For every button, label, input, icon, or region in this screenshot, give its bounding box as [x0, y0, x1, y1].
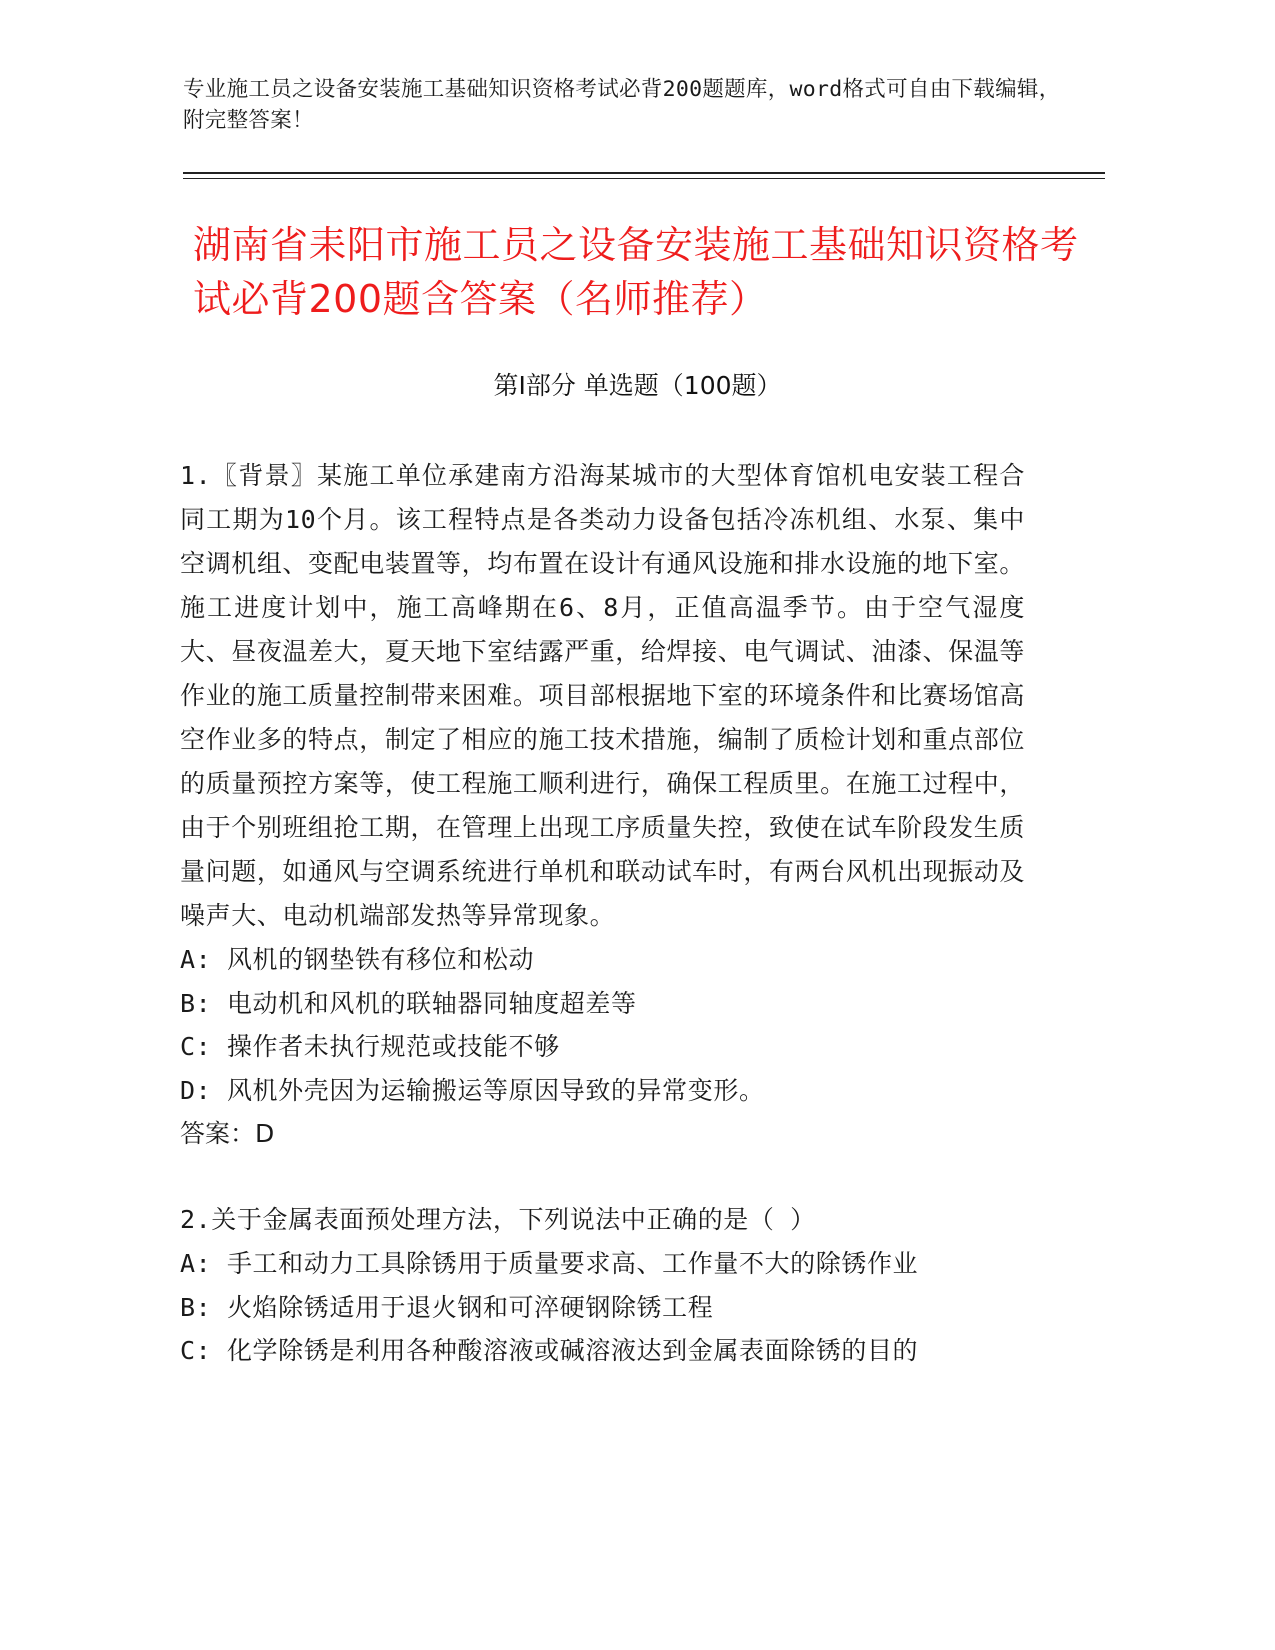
question-stem: 1.〖背景〗某施工单位承建南方沿海某城市的大型体育馆机电安装工程合同工期为10个月。该工程特点是各类动力设备包括冷冻机组、水泵、集中空调机组、变配电装置等，均布置在设计有通风设施和排水设施的地下室。施工进度计划中，施工高峰期在6、8月，正值高温季节。由于空气湿度大、昼夜温差大，夏天地下室结露严重，给焊接、电气调试、油漆、保温等作业的施工质量控制带来困难。项目部根据地下室的环境条件和比赛场馆高空作业多的特点，制定了相应的施工技术措施，编制了质检计划和重点部位的质量预控方案等，使工程施工顺利进行，确保工程质里。在施工过程中，由于个别班组抢工期，在管理上出现工序质量失控，致使在试车阶段发生质量问题，如通风与空调系统进行单机和联动试车时，有两台风机出现振动及噪声大、电动机端部发热等异常现象。: [180, 461, 1025, 930]
option-a: A: 风机的钢垫铁有移位和松动: [180, 945, 535, 974]
section-title: 第Ⅰ部分 单选题（100题）: [493, 371, 782, 400]
header-divider-thin: [183, 178, 1105, 179]
header-note: 专业施工员之设备安装施工基础知识资格考试必背200题题库，word格式可自由下载编辑，附完整答案！: [183, 77, 1061, 133]
question-list: [180, 454, 1025, 1373]
option-c: C: 操作者未执行规范或技能不够: [180, 1032, 560, 1061]
question-stem: 2.关于金属表面预处理方法，下列说法中正确的是（ ）: [180, 1205, 816, 1234]
question-1: [180, 454, 1025, 1156]
option-b: B: 火焰除锈适用于退火钢和可淬硬钢除锈工程: [180, 1292, 714, 1322]
header-divider-thick: [183, 172, 1105, 174]
answer-line: 答案：D: [180, 1119, 275, 1148]
option-c: C: 化学除锈是利用各种酸溶液或碱溶液达到金属表面除锈的目的: [180, 1336, 919, 1365]
question-2: [180, 1198, 1025, 1373]
document-title: 湖南省耒阳市施工员之设备安装施工基础知识资格考试必背200题含答案（名师推荐）: [193, 223, 1079, 321]
option-b: B: 电动机和风机的联轴器同轴度超差等: [180, 988, 637, 1018]
option-d: D: 风机外壳因为运输搬运等原因导致的异常变形。: [180, 1075, 765, 1105]
option-a: A: 手工和动力工具除锈用于质量要求高、工作量不大的除锈作业: [180, 1249, 919, 1278]
question-spacer: [180, 1156, 1025, 1198]
